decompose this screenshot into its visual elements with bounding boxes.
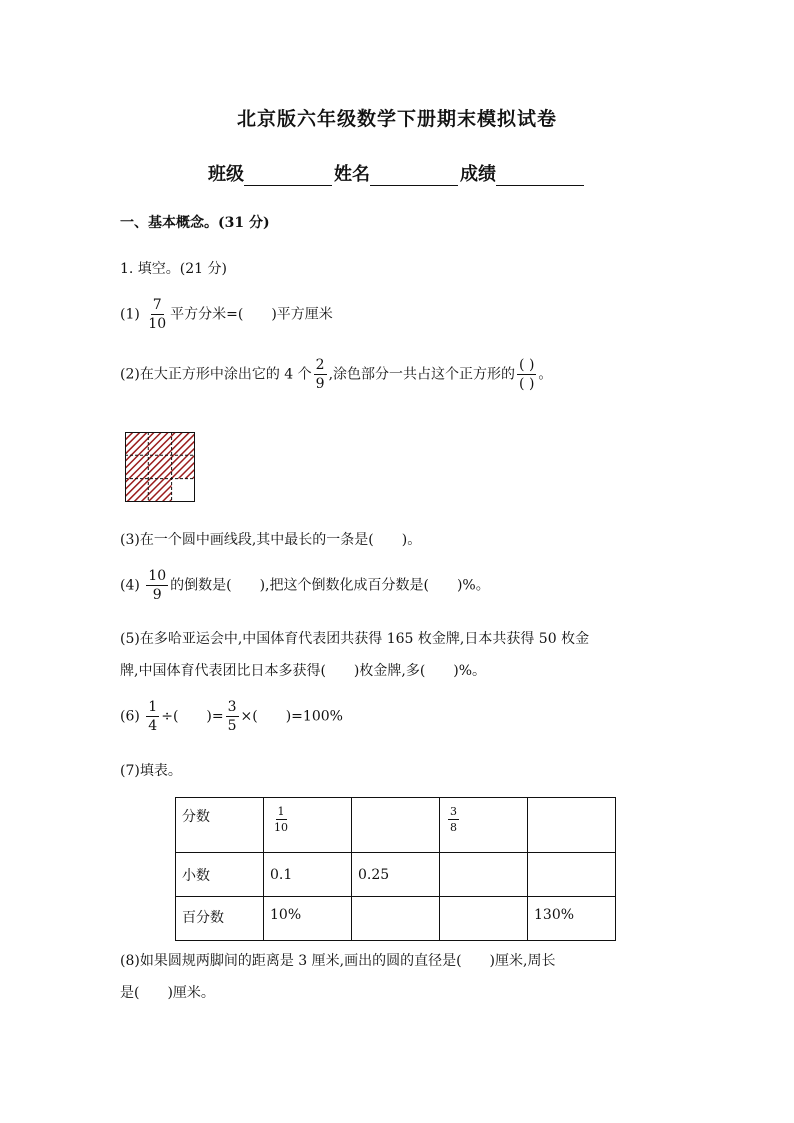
table-cell-blank[interactable] <box>528 853 616 897</box>
table-cell <box>440 798 528 853</box>
fraction: $\frac{7}{10}$ <box>148 297 167 332</box>
table-cell-blank[interactable] <box>440 897 528 941</box>
score-label: 成绩 <box>460 164 496 185</box>
shaded-cell <box>172 432 195 455</box>
shaded-cell <box>125 479 148 502</box>
question-1-1 <box>120 298 333 331</box>
shaded-cell <box>148 432 171 455</box>
question-number: (2) <box>120 366 140 383</box>
score-blank[interactable] <box>496 169 584 186</box>
fraction: $\frac{1}{10}$ <box>274 805 288 834</box>
row-header: 小数 <box>176 853 264 897</box>
table-cell-blank[interactable] <box>352 897 440 941</box>
fraction: $\frac{10}{9}$ <box>148 568 167 603</box>
question-text: 在大正方形中涂出它的 4 个 <box>139 366 312 383</box>
shaded-cell <box>172 455 195 478</box>
shaded-cell <box>125 432 148 455</box>
question-number: (4) <box>120 577 140 594</box>
fraction-decimal-percent-table <box>175 797 616 941</box>
shaded-cell <box>148 479 171 502</box>
question-text: 平方分米=( )平方厘米 <box>170 306 333 323</box>
question-1-6 <box>120 700 343 733</box>
question-text: ÷( )= <box>161 708 224 725</box>
row-header: 分数 <box>176 798 264 853</box>
student-info-row <box>208 160 586 186</box>
question-1-heading: 1. 填空。(21 分) <box>120 261 227 277</box>
question-number: (1) <box>120 306 140 323</box>
question-number: (6) <box>120 708 140 725</box>
row-header: 百分数 <box>176 897 264 941</box>
question-1-4 <box>120 569 490 602</box>
fraction: $\frac{3}{8}$ <box>450 805 457 834</box>
table-cell: 130% <box>528 897 616 941</box>
question-text: 的倒数是( ),把这个倒数化成百分数是( )%。 <box>170 577 490 594</box>
table-cell: 0.1 <box>264 853 352 897</box>
table-cell-blank[interactable] <box>528 798 616 853</box>
fraction: $\frac{2}{9}$ <box>315 357 325 392</box>
question-1-8-line2: 是( )厘米。 <box>120 985 215 1001</box>
question-text: ×( )=100% <box>240 708 343 725</box>
table-cell: 0.25 <box>352 853 440 897</box>
question-1-8-line1: (8)如果圆规两脚间的距离是 3 厘米,画出的圆的直径是( )厘米,周长 <box>120 953 556 969</box>
name-label: 姓名 <box>334 164 370 185</box>
question-1-5-line2: 牌,中国体育代表团比日本多获得( )枚金牌,多( )%。 <box>120 663 487 679</box>
page-title: 北京版六年级数学下册期末模拟试卷 <box>236 108 557 130</box>
answer-fraction-blank[interactable]: $\frac{( )}{( )}$ <box>519 357 535 392</box>
question-text: ,涂色部分一共占这个正方形的 <box>328 366 516 383</box>
table-cell-blank[interactable] <box>440 853 528 897</box>
question-1-7: (7)填表。 <box>120 763 182 779</box>
table-cell-blank[interactable] <box>352 798 440 853</box>
table-cell <box>264 798 352 853</box>
table-row <box>176 798 616 853</box>
shaded-cell <box>148 455 171 478</box>
section-1-heading: 一、基本概念。(31 分) <box>120 215 270 231</box>
fraction: $\frac{3}{5}$ <box>227 699 237 734</box>
question-1-2 <box>120 358 552 391</box>
table-cell: 10% <box>264 897 352 941</box>
question-text: 。 <box>538 366 553 383</box>
fraction: $\frac{1}{4}$ <box>148 699 158 734</box>
name-blank[interactable] <box>370 169 458 186</box>
question-1-3: (3)在一个圆中画线段,其中最长的一条是( )。 <box>120 532 422 548</box>
question-1-5-line1: (5)在多哈亚运会中,中国体育代表团共获得 165 枚金牌,日本共获得 50 枚金 <box>120 631 590 647</box>
table-row <box>176 897 616 941</box>
square-grid-figure <box>125 432 195 502</box>
shaded-cell <box>125 455 148 478</box>
class-blank[interactable] <box>244 169 332 186</box>
table-row <box>176 853 616 897</box>
class-label: 班级 <box>208 164 244 185</box>
